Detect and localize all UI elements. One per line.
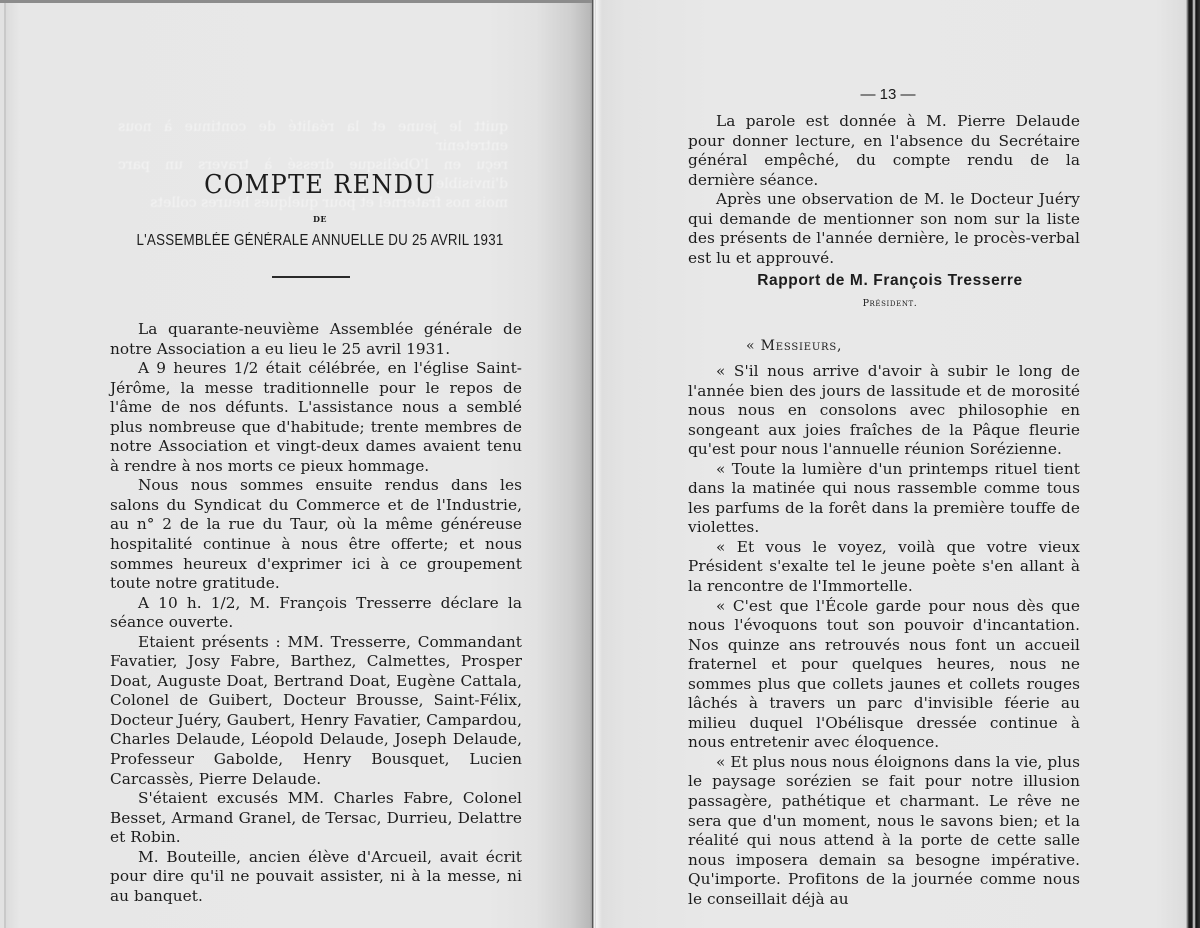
title-divider	[272, 276, 350, 278]
paragraph: Nous nous sommes ensuite rendus dans les salons du Syndicat du Commerce et de l'Industrie, au n° 2 de la rue du Taur, où la même généreuse hospitalité continue à nous être offerte; et nous sommes heureux d'exprimer ici à ce groupement toute notre gratitude.	[110, 476, 522, 593]
left-page-top-edge	[0, 0, 592, 3]
document-subtitle: L'ASSEMBLÉE GÉNÉRALE ANNUELLE DU 25 AVRIL 1931	[136, 232, 504, 249]
right-page-edge	[1186, 0, 1200, 928]
paragraph: « S'il nous arrive d'avoir à subir le long de l'année bien des jours de lassitude et de morosité nous nous en consolons avec philosophie en songeant aux joies fraîches de la Pâque fleurie qu'est pour nous l'annuelle réunion Sorézienne.	[688, 362, 1080, 459]
paragraph: A 9 heures 1/2 était célébrée, en l'église Saint-Jérôme, la messe traditionnelle pour le repos de l'âme de nos défunts. L'assistance nous a semblé plus nombreuse que d'habitude; trente membres de notre Association et vingt-deux dames avaient tenu à rendre à nos morts ce pieux hommage.	[110, 359, 522, 475]
page-number: — 13 —	[860, 86, 916, 103]
bleed-through-line: quitt le jeune et la réalité de continue à nous entretenir	[118, 119, 508, 154]
left-page-body	[110, 320, 522, 906]
salutation: « Messieurs,	[746, 338, 843, 354]
bleed-through-line: reçu en l'Obélisque dressé à travers un parc d'invisible	[118, 157, 508, 192]
paragraph: « Et vous le voyez, voilà que votre vieux Président s'exalte tel le jeune poète s'en allant à la rencontre de l'Immortelle.	[688, 537, 1080, 596]
report-body	[688, 362, 1080, 909]
section-subtitle: Président.	[862, 298, 918, 309]
document-title: COMPTE RENDU	[204, 170, 436, 200]
bleed-through-line: mois nos fraternel et pour quelques heures collets	[150, 195, 508, 211]
paragraph: « Et plus nous nous éloignons dans la vie, plus le paysage sorézien se fait pour notre illusion passagère, pathétique et charmant. Le rêve ne sera que d'un moment, nous le savons bien; et la réalité qui nous attend à la porte de cette salle nous imposera demain sa besogne impérative. Qu'importe. Profitons de la journée comme nous le conseillait déjà au	[688, 752, 1080, 908]
paragraph: « Toute la lumière d'un printemps rituel tient dans la matinée qui nous rassemble comme tous les parfums de la forêt dans la première touffe de violettes.	[688, 459, 1080, 537]
title-connector: DE	[312, 214, 328, 224]
paragraph: Après une observation de M. le Docteur Juéry qui demande de mentionner son nom sur la liste des présents de l'année dernière, le procès-verbal est lu et approuvé.	[688, 190, 1080, 267]
paragraph: A 10 h. 1/2, M. François Tresserre déclare la séance ouverte.	[110, 593, 522, 632]
paragraph: La parole est donnée à M. Pierre Delaude pour donner lecture, en l'absence du Secrétaire général empêché, du compte rendu de la dernière séance.	[688, 112, 1080, 189]
right-page-intro	[688, 112, 1080, 268]
paragraph: La quarante-neuvième Assemblée générale de notre Association a eu lieu le 25 avril 1931.	[110, 320, 522, 358]
paragraph: Etaient présents : MM. Tresserre, Commandant Favatier, Josy Fabre, Barthez, Calmettes, Prosper Doat, Auguste Doat, Bertrand Doat, Eugène Cattala, Colonel de Guibert, Docteur Brousse, Saint-Félix, Docteur Juéry, Gaubert, Henry Favatier, Campardou, Charles Delaude, Léopold Delaude, Joseph Delaude, Professeur Gabolde, Henry Bousquet, Lucien Carcassès, Pierre Delaude.	[110, 632, 522, 788]
section-title: Rapport de M. François Tresserre	[757, 272, 1023, 289]
paragraph: M. Bouteille, ancien élève d'Arcueil, avait écrit pour dire qu'il ne pouvait assister, ni à la messe, ni au banquet.	[110, 847, 522, 905]
paragraph: « C'est que l'École garde pour nous dès que nous l'évoquons tout son pouvoir d'incantation. Nos quinze ans retrouvés nous font un accueil fraternel et pour quelques heures, nous ne sommes plus que collets jaunes et collets rouges lâchés à travers un parc d'invisible féerie au milieu duquel l'Obélisque dressée continue à nous entretenir avec éloquence.	[688, 596, 1080, 752]
paragraph: S'étaient excusés MM. Charles Fabre, Colonel Besset, Armand Granel, de Tersac, Durrieu, Delattre et Robin.	[110, 789, 522, 847]
